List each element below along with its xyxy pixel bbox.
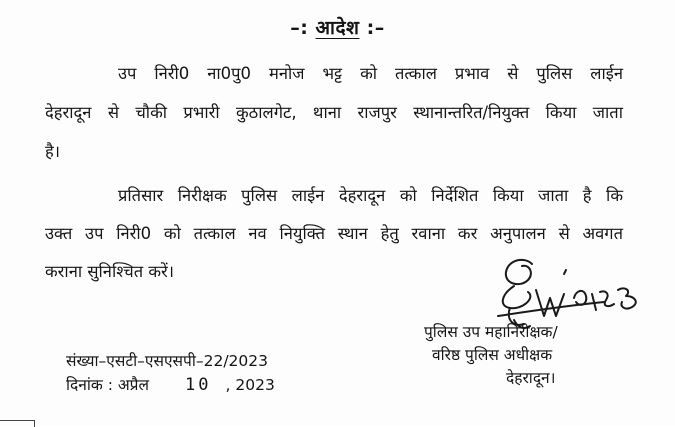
designation-line3: देहरादून। [506,369,556,387]
paragraph1-line3: है। [45,142,61,161]
designation-line2: वरिष्ठ पुलिस अधीक्षक [432,346,553,364]
paragraph2-line1: प्रतिसार निरीक्षक पुलिस लाईन देहरादून को निर्देशित किया जाता है कि [118,186,623,205]
reference-number: संख्या–एसटी–एसएसपी–22/2023 [66,352,268,370]
title-left-dash: –: [290,17,309,39]
date-year: , 2023 [225,376,275,394]
order-title [0,14,675,40]
date-label: दिनांक : अप्रैल [66,376,150,394]
paragraph1-line2: देहरादून से चौकी प्रभारी कुठालगेट, थाना राजपुर स्थानान्तरित/नियुक्त किया जाता [45,103,623,122]
paragraph2-line2: उक्त उप निरी0 को तत्काल नव नियुक्ति स्थान हेतु रवाना कर अनुपालन से अवगत [45,224,623,243]
designation-line1: पुलिस उप महानिरीक्षक/ [424,323,558,341]
paragraph1-line1: उप निरी0 ना0पु0 मनोज भट्ट को तत्काल प्रभाव से पुलिस लाईन [118,64,623,83]
date-day: 10 [185,375,212,395]
title-right-dash: :– [366,17,385,39]
reference-date [66,375,275,395]
title-word: आदेश [315,17,360,39]
paragraph2-line3: कराना सुनिश्चित करें। [45,262,175,281]
